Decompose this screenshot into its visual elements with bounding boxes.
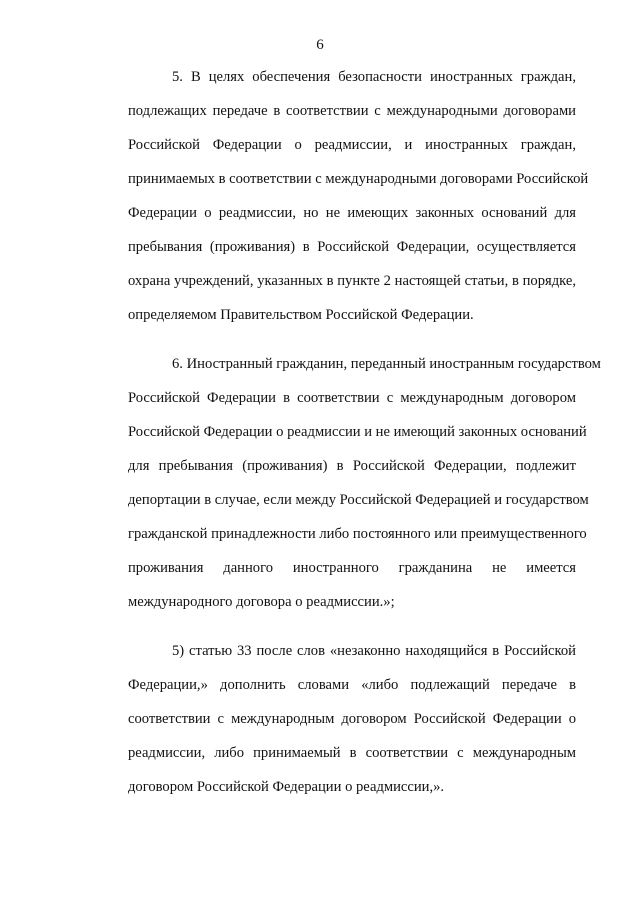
text-line: для пребывания (проживания) в Российской Федерации, подлежит (128, 458, 576, 474)
text-line: определяемом Правительством Российской Федерации. (128, 307, 474, 323)
text-line: 5) статью 33 после слов «незаконно находящийся в Российской (172, 643, 576, 659)
text-line: международного договора о реадмиссии.»; (128, 594, 395, 610)
page-number: 6 (316, 37, 324, 53)
text-line: принимаемых в соответствии с международными договорами Российской (128, 171, 589, 187)
text-line: 5. В целях обеспечения безопасности иностранных граждан, (172, 69, 576, 85)
text-line: подлежащих передаче в соответствии с международными договорами (128, 103, 576, 119)
text-line: проживания данного иностранного гражданина не имеется (128, 560, 576, 576)
paragraph-6-deportation (84, 347, 601, 619)
text-line: депортации в случае, если между Российской Федерацией и государством (128, 492, 589, 508)
paragraph-5-security (84, 60, 589, 332)
text-line: договором Российской Федерации о реадмиссии,». (128, 779, 445, 795)
document-body (84, 60, 601, 804)
text-line: 6. Иностранный гражданин, переданный иностранным государством (172, 356, 601, 372)
text-line: соответствии с международным договором Российской Федерации о (128, 711, 576, 727)
text-line: охрана учреждений, указанных в пункте 2 настоящей статьи, в порядке, (128, 273, 576, 289)
text-line: Российской Федерации о реадмиссии и не имеющий законных оснований (128, 424, 587, 440)
text-line: гражданской принадлежности либо постоянного или преимущественного (128, 526, 587, 542)
text-line: Российской Федерации о реадмиссии, и иностранных граждан, (128, 137, 576, 153)
text-line: пребывания (проживания) в Российской Федерации, осуществляется (128, 239, 576, 255)
text-line: Федерации о реадмиссии, но не имеющих законных оснований для (128, 205, 576, 221)
text-line: реадмиссии, либо принимаемый в соответствии с международным (128, 745, 576, 761)
text-line: Российской Федерации в соответствии с международным договором (128, 390, 576, 406)
text-line: Федерации,» дополнить словами «либо подлежащий передаче в (128, 677, 576, 693)
amendment-article-33 (84, 634, 576, 804)
